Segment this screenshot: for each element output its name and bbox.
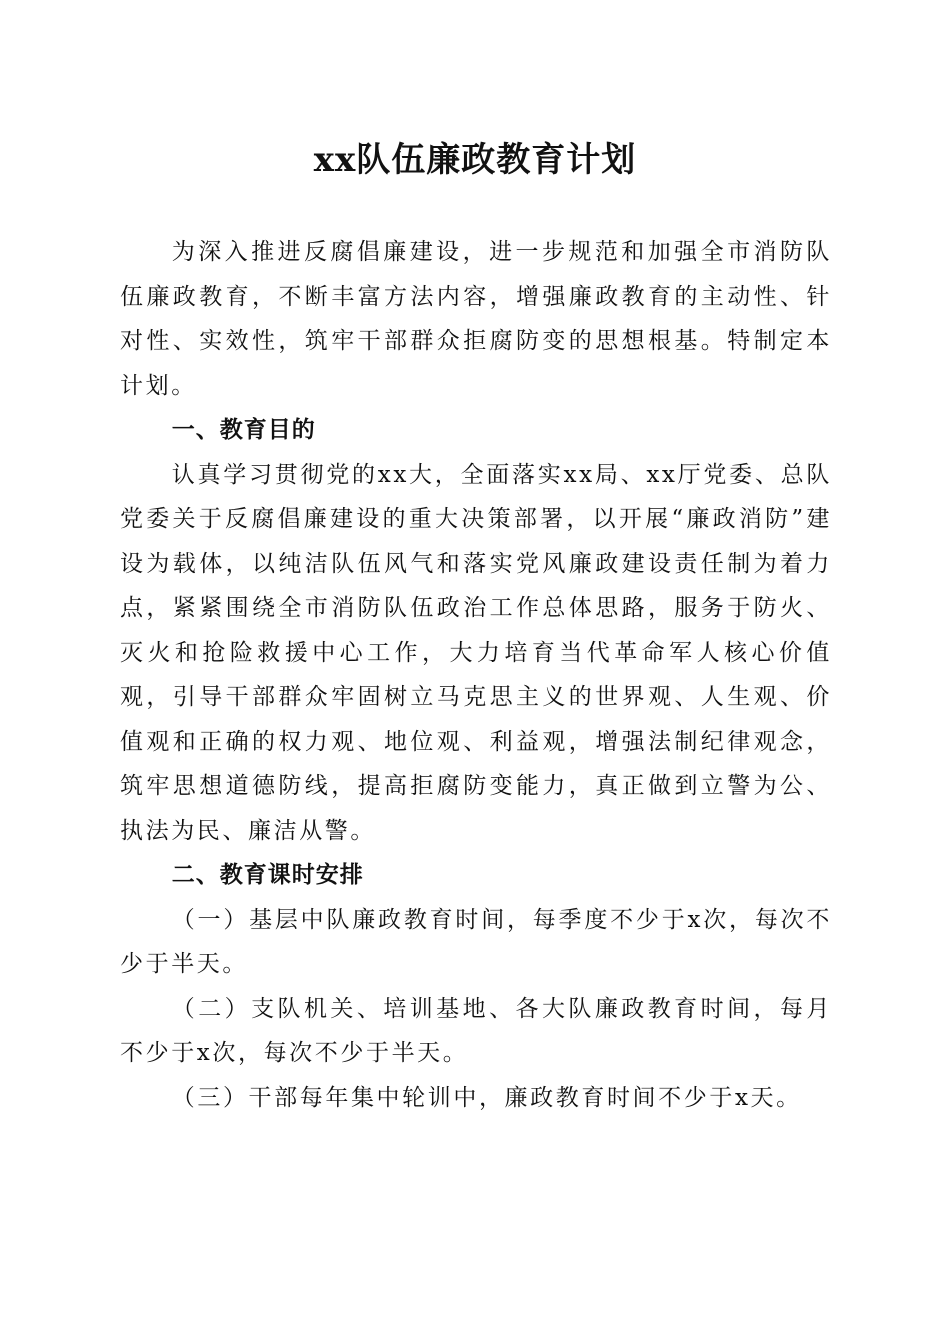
purpose-paragraph: 认真学习贯彻党的xx大，全面落实xx局、xx厅党委、总队党委关于反腐倡廉建设的重大决策部署，以开展“廉政消防”建设为载体，以纯洁队伍风气和落实党风廉政建设责任制为着力点，紧紧围绕全市消防队伍政治工作总体思路，服务于防火、灭火和抢险救援中心工作，大力培育当代革命军人核心价值观，引导干部群众牢固树立马克思主义的世界观、人生观、价值观和正确的权力观、地位观、利益观，增强法制纪律观念，筑牢思想道德防线，提高拒腐防变能力，真正做到立警为公、执法为民、廉洁从警。: [120, 461, 832, 844]
document-title: xx队伍廉政教育计划: [313, 140, 637, 180]
schedule-item: （三）干部每年集中轮训中，廉政教育时间不少于x天。: [171, 1084, 802, 1111]
section-heading-purpose: 一、教育目的: [171, 417, 316, 443]
schedule-item: （一）基层中队廉政教育时间，每季度不少于x次，每次不少于半天。: [120, 906, 832, 977]
intro-paragraph: 为深入推进反腐倡廉建设，进一步规范和加强全市消防队伍廉政教育，不断丰富方法内容，增强廉政教育的主动性、针对性、实效性，筑牢干部群众拒腐防变的思想根基。特制定本计划。: [120, 239, 832, 399]
document-body: [120, 230, 832, 1120]
section-heading-schedule: 二、教育课时安排: [171, 862, 364, 888]
schedule-item: （二）支队机关、培训基地、各大队廉政教育时间，每月不少于x次，每次不少于半天。: [120, 995, 832, 1066]
